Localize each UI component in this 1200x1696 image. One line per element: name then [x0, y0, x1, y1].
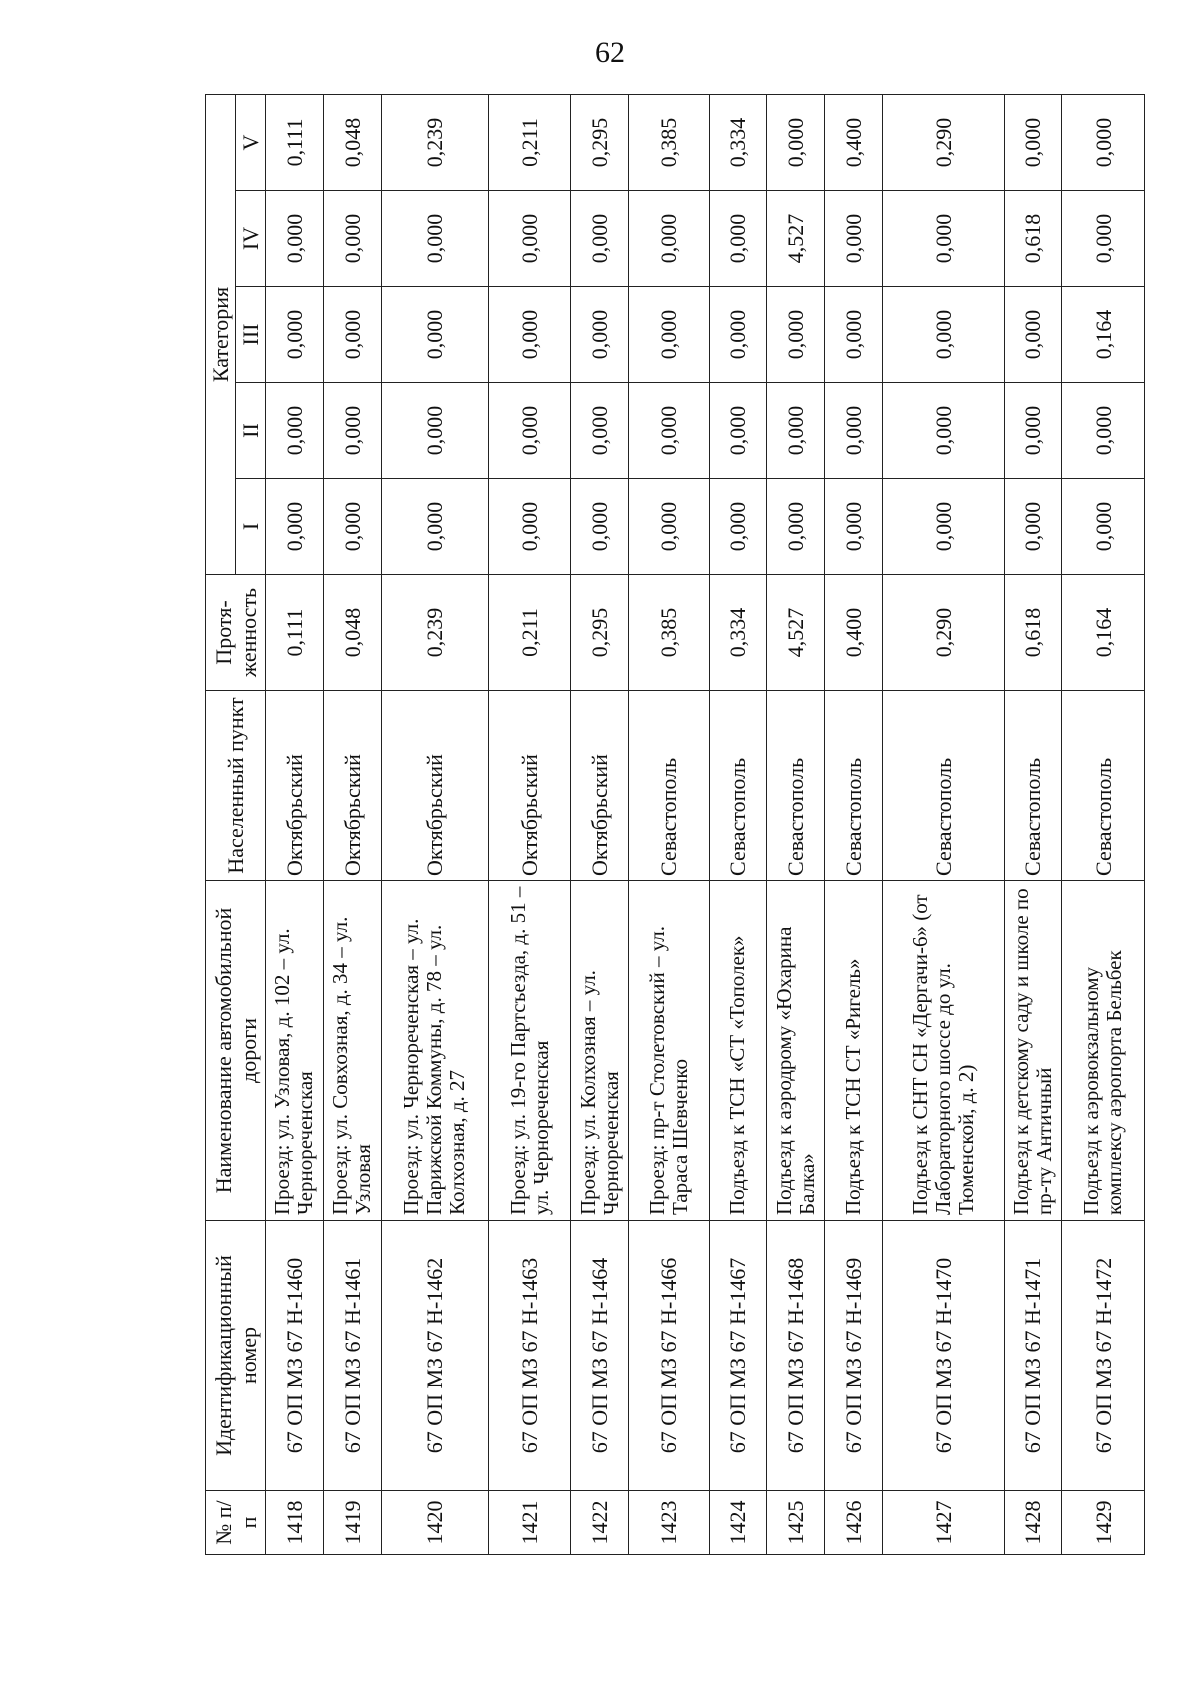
cell-length: 0,048 — [323, 575, 381, 691]
cell-cat-2: 0,000 — [767, 383, 825, 479]
cell-cat-5: 0,111 — [266, 94, 324, 190]
cell-cat-5: 0,385 — [629, 94, 709, 190]
cell-road-name: Проезд: ул. Совхозная, д. 34 – ул. Узловая — [323, 881, 381, 1221]
cell-cat-5: 0,239 — [381, 94, 488, 190]
cell-cat-3: 0,000 — [381, 287, 488, 383]
cell-id: 67 ОП МЗ 67 Н-1464 — [571, 1221, 629, 1491]
rotated-table-frame — [205, 95, 1145, 1555]
table-row — [323, 94, 381, 1554]
cell-cat-4: 4,527 — [767, 191, 825, 287]
cell-cat-4: 0,000 — [825, 191, 883, 287]
cell-id: 67 ОП МЗ 67 Н-1466 — [629, 1221, 709, 1491]
cell-id: 67 ОП МЗ 67 Н-1462 — [381, 1221, 488, 1491]
cell-cat-4: 0,618 — [1004, 191, 1062, 287]
cell-cat-1: 0,000 — [571, 479, 629, 575]
cell-cat-2: 0,000 — [1004, 383, 1062, 479]
cell-cat-3: 0,000 — [323, 287, 381, 383]
cell-id: 67 ОП МЗ 67 Н-1471 — [1004, 1221, 1062, 1491]
cell-cat-4: 0,000 — [488, 191, 571, 287]
cell-road-name: Подъезд к аэродрому «Юхарина Балка» — [767, 881, 825, 1221]
cell-id: 67 ОП МЗ 67 Н-1461 — [323, 1221, 381, 1491]
cell-length: 0,111 — [266, 575, 324, 691]
cell-cat-2: 0,000 — [488, 383, 571, 479]
cell-settlement: Севастополь — [882, 691, 1004, 881]
cell-cat-3: 0,000 — [1004, 287, 1062, 383]
cell-cat-5: 0,000 — [767, 94, 825, 190]
table-row — [1004, 94, 1062, 1554]
cell-cat-4: 0,000 — [1062, 191, 1145, 287]
cell-num: 1418 — [266, 1491, 324, 1555]
cell-cat-3: 0,000 — [488, 287, 571, 383]
cell-id: 67 ОП МЗ 67 Н-1469 — [825, 1221, 883, 1491]
cell-num: 1428 — [1004, 1491, 1062, 1555]
header-cat-5: V — [236, 94, 266, 190]
table-row — [825, 94, 883, 1554]
cell-road-name: Подъезд к ТСН «СТ «Тополек» — [709, 881, 767, 1221]
header-cat-4: IV — [236, 191, 266, 287]
cell-length: 0,400 — [825, 575, 883, 691]
cell-num: 1423 — [629, 1491, 709, 1555]
table-wrapper — [205, 95, 1145, 1555]
cell-road-name: Проезд: ул. Колхозная – ул. Чернореченская — [571, 881, 629, 1221]
cell-cat-4: 0,000 — [266, 191, 324, 287]
cell-num: 1429 — [1062, 1491, 1145, 1555]
header-settlement: Населенный пункт — [206, 691, 266, 881]
cell-settlement: Севастополь — [1062, 691, 1145, 881]
cell-length: 0,211 — [488, 575, 571, 691]
cell-num: 1419 — [323, 1491, 381, 1555]
cell-cat-5: 0,334 — [709, 94, 767, 190]
table-row — [767, 94, 825, 1554]
cell-cat-3: 0,000 — [767, 287, 825, 383]
cell-cat-1: 0,000 — [767, 479, 825, 575]
cell-cat-1: 0,000 — [488, 479, 571, 575]
cell-settlement: Октябрьский — [323, 691, 381, 881]
cell-cat-2: 0,000 — [381, 383, 488, 479]
cell-cat-2: 0,000 — [323, 383, 381, 479]
cell-length: 0,618 — [1004, 575, 1062, 691]
cell-settlement: Севастополь — [825, 691, 883, 881]
header-cat-2: II — [236, 383, 266, 479]
cell-cat-2: 0,000 — [1062, 383, 1145, 479]
cell-road-name: Подъезд к ТСН СТ «Ригель» — [825, 881, 883, 1221]
cell-cat-1: 0,000 — [709, 479, 767, 575]
cell-settlement: Октябрьский — [571, 691, 629, 881]
cell-cat-3: 0,000 — [709, 287, 767, 383]
cell-length: 0,239 — [381, 575, 488, 691]
cell-cat-1: 0,000 — [825, 479, 883, 575]
table-row — [1062, 94, 1145, 1554]
cell-cat-2: 0,000 — [629, 383, 709, 479]
cell-cat-1: 0,000 — [1062, 479, 1145, 575]
cell-settlement: Севастополь — [767, 691, 825, 881]
cell-road-name: Подъезд к аэровокзальному комплексу аэропорта Бельбек — [1062, 881, 1145, 1221]
cell-cat-3: 0,000 — [825, 287, 883, 383]
cell-road-name: Подъезд к СНТ СН «Дергачи-6» (от Лабораторного шоссе до ул. Тюменской, д. 2) — [882, 881, 1004, 1221]
cell-cat-4: 0,000 — [323, 191, 381, 287]
cell-settlement: Севастополь — [629, 691, 709, 881]
cell-road-name: Проезд: ул. Узловая, д. 102 – ул. Чернореченская — [266, 881, 324, 1221]
cell-cat-4: 0,000 — [882, 191, 1004, 287]
table-row — [709, 94, 767, 1554]
cell-id: 67 ОП МЗ 67 Н-1468 — [767, 1221, 825, 1491]
header-id: Идентификационный номер — [206, 1221, 266, 1491]
cell-num: 1427 — [882, 1491, 1004, 1555]
cell-length: 0,385 — [629, 575, 709, 691]
cell-id: 67 ОП МЗ 67 Н-1472 — [1062, 1221, 1145, 1491]
cell-num: 1422 — [571, 1491, 629, 1555]
cell-num: 1424 — [709, 1491, 767, 1555]
cell-num: 1420 — [381, 1491, 488, 1555]
cell-id: 67 ОП МЗ 67 Н-1463 — [488, 1221, 571, 1491]
cell-cat-1: 0,000 — [266, 479, 324, 575]
cell-cat-3: 0,000 — [629, 287, 709, 383]
table-row — [488, 94, 571, 1554]
cell-cat-2: 0,000 — [882, 383, 1004, 479]
cell-cat-3: 0,000 — [882, 287, 1004, 383]
cell-cat-1: 0,000 — [629, 479, 709, 575]
cell-road-name: Подъезд к детскому саду и школе по пр-ту Античный — [1004, 881, 1062, 1221]
cell-id: 67 ОП МЗ 67 Н-1460 — [266, 1221, 324, 1491]
cell-cat-5: 0,290 — [882, 94, 1004, 190]
table-row — [381, 94, 488, 1554]
cell-cat-2: 0,000 — [266, 383, 324, 479]
cell-settlement: Севастополь — [709, 691, 767, 881]
cell-cat-2: 0,000 — [709, 383, 767, 479]
roads-table — [205, 94, 1145, 1555]
cell-settlement: Октябрьский — [266, 691, 324, 881]
cell-num: 1425 — [767, 1491, 825, 1555]
cell-num: 1421 — [488, 1491, 571, 1555]
cell-cat-2: 0,000 — [571, 383, 629, 479]
cell-road-name: Проезд: пр-т Столетовский – ул. Тараса Шевченко — [629, 881, 709, 1221]
cell-length: 4,527 — [767, 575, 825, 691]
cell-cat-4: 0,000 — [571, 191, 629, 287]
table-row — [629, 94, 709, 1554]
cell-settlement: Октябрьский — [488, 691, 571, 881]
cell-length: 0,290 — [882, 575, 1004, 691]
cell-road-name: Проезд: ул. 19-го Партсъезда, д. 51 – ул. Чернореченская — [488, 881, 571, 1221]
cell-settlement: Севастополь — [1004, 691, 1062, 881]
cell-cat-1: 0,000 — [381, 479, 488, 575]
cell-cat-4: 0,000 — [381, 191, 488, 287]
page-number: 62 — [595, 36, 625, 69]
table-row — [266, 94, 324, 1554]
cell-id: 67 ОП МЗ 67 Н-1467 — [709, 1221, 767, 1491]
cell-cat-5: 0,000 — [1004, 94, 1062, 190]
cell-road-name: Проезд: ул. Чернореченская – ул. Парижской Коммуны, д. 78 – ул. Колхозная, д. 27 — [381, 881, 488, 1221]
cell-cat-5: 0,000 — [1062, 94, 1145, 190]
cell-cat-3: 0,164 — [1062, 287, 1145, 383]
cell-cat-4: 0,000 — [709, 191, 767, 287]
cell-cat-1: 0,000 — [1004, 479, 1062, 575]
cell-cat-5: 0,400 — [825, 94, 883, 190]
cell-cat-5: 0,295 — [571, 94, 629, 190]
header-category: Категория — [206, 94, 236, 574]
header-length: Протя-женность — [206, 575, 266, 691]
table-row — [882, 94, 1004, 1554]
cell-id: 67 ОП МЗ 67 Н-1470 — [882, 1221, 1004, 1491]
cell-cat-1: 0,000 — [323, 479, 381, 575]
cell-settlement: Октябрьский — [381, 691, 488, 881]
cell-length: 0,295 — [571, 575, 629, 691]
header-cat-1: I — [236, 479, 266, 575]
cell-length: 0,164 — [1062, 575, 1145, 691]
header-cat-3: III — [236, 287, 266, 383]
cell-cat-4: 0,000 — [629, 191, 709, 287]
cell-cat-1: 0,000 — [882, 479, 1004, 575]
cell-cat-2: 0,000 — [825, 383, 883, 479]
cell-cat-3: 0,000 — [571, 287, 629, 383]
cell-cat-3: 0,000 — [266, 287, 324, 383]
table-row — [571, 94, 629, 1554]
header-num: № п/п — [206, 1491, 266, 1555]
cell-length: 0,334 — [709, 575, 767, 691]
cell-cat-5: 0,211 — [488, 94, 571, 190]
cell-num: 1426 — [825, 1491, 883, 1555]
cell-cat-5: 0,048 — [323, 94, 381, 190]
header-name: Наименование автомобильной дороги — [206, 881, 266, 1221]
